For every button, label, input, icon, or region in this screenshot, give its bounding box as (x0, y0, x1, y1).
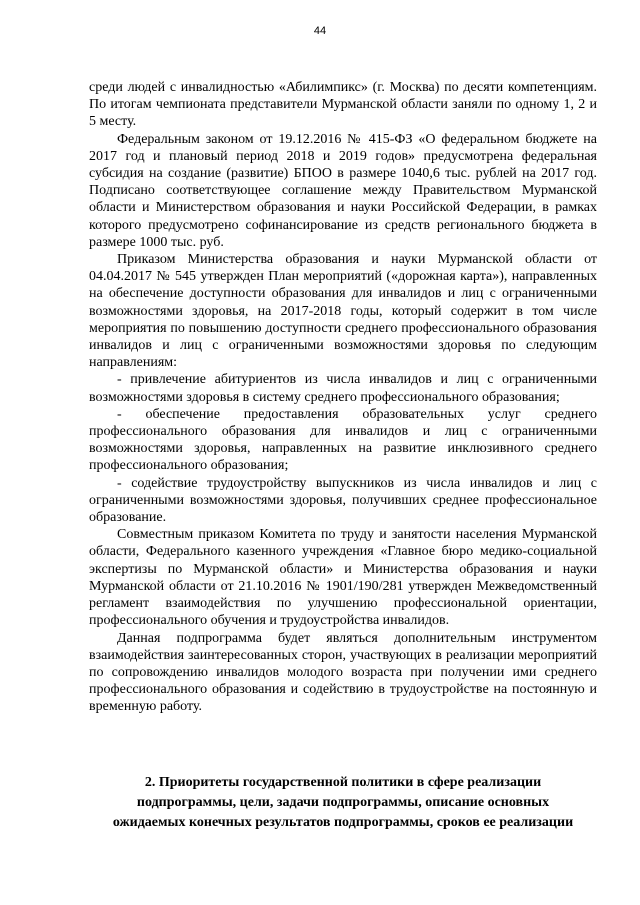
body-text (89, 79, 597, 716)
paragraph-ministry-order: Приказом Министерства образования и науки Мурманской области от 04.04.2017 № 545 утвержден План мероприятий («дорожная карта»), направленных на обеспечение доступности образования для инвалидов и лиц с ограниченными возможностями здоровья, на 2017-2018 годы, который содержит в том числе мероприятия по повышению доступности среднего профессионального образования инвалидов и лиц с ограниченными возможностями здоровья по следующим направлениям: (89, 252, 597, 371)
paragraph-federal-law: Федеральным законом от 19.12.2016 № 415-ФЗ «О федеральном бюджете на 2017 год и плановый период 2018 и 2019 годов» предусмотрена федеральная субсидия на создание (развитие) БПОО в размере 1040,6 тыс. рублей на 2017 год. Подписано соответствующее соглашение между Правительством Мурманской области и Министерством образования и науки Российской Федерации, в рамках которого предусмотрено софинансирование из средств регионального бюджета в размере 1000 тыс. руб. (89, 131, 597, 250)
paragraph-abilympics: среди людей с инвалидностью «Абилимпикс» (г. Москва) по десяти компетенциям. По итогам чемпионата представители Мурманской области заняли по одному 1, 2 и 5 месту. (89, 80, 597, 130)
list-item-provide-services: - обеспечение предоставления образовательных услуг среднего профессионального образования для инвалидов и лиц с ограниченными возможностями здоровья, направленных на развитие инклюзивного среднего профессионального образования; (89, 406, 597, 474)
page-number: 44 (313, 25, 327, 37)
paragraph-subprogram-tool: Данная подпрограмма будет являться дополнительным инструментом взаимодействия заинтересованных сторон, участвующих в реализации мероприятий по сопровождению инвалидов молодого возраста при получении ими среднего профессионального образования и содействию в трудоустройстве на постоянную и временную работу. (89, 630, 597, 715)
list-item-attract-applicants: - привлечение абитуриентов из числа инвалидов и лиц с ограниченными возможностями здоровья в систему среднего профессионального образования; (89, 372, 597, 405)
list-item-employment-assistance: - содействие трудоустройству выпускников из числа инвалидов и лиц с ограниченными возможностями здоровья, получивших среднее профессиональное образование. (89, 475, 597, 526)
section-heading-line-1: 2. Приоритеты государственной политики в сфере реализации (144, 775, 542, 790)
section-heading-line-2: подпрограммы, цели, задачи подпрограммы, описание основных (136, 795, 550, 810)
section-heading (89, 773, 597, 833)
paragraph-joint-order: Совместным приказом Комитета по труду и занятости населения Мурманской области, Федерального казенного учреждения «Главное бюро медико-социальной экспертизы по Мурманской области» и Министерства образования и науки Мурманской области от 21.10.2016 № 1901/190/281 утвержден Межведомственный регламент взаимодействия по улучшению профессиональной ориентации, профессионального обучения и трудоустройства инвалидов. (89, 527, 597, 629)
section-heading-line-3: ожидаемых конечных результатов подпрограммы, сроков ее реализации (112, 815, 574, 830)
